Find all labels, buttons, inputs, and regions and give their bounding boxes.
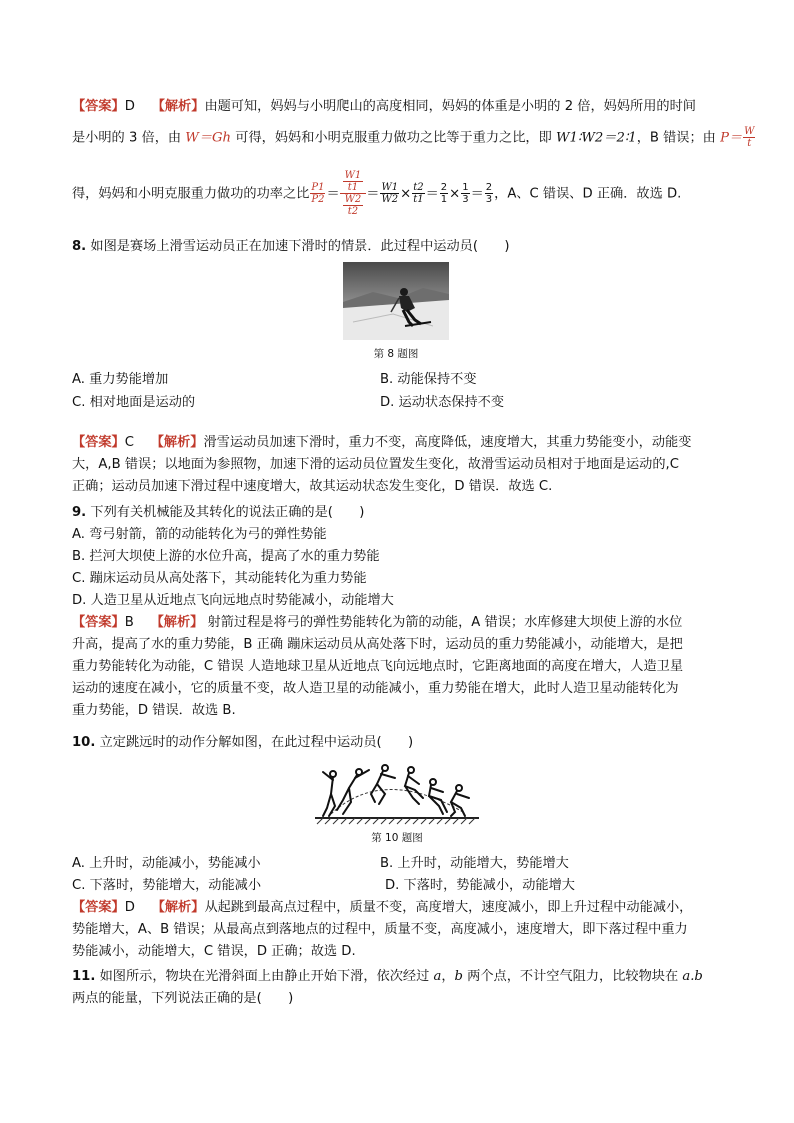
analysis-text: 是小明的 3 倍，由 [72, 130, 186, 146]
option-b[interactable]: B. 上升时，动能增大，势能增大 [380, 856, 569, 871]
analysis-text: 重力势能转化为动能，C 错误 人造地球卫星从近地点飞向远地点时，它距离地面的高度在增大，人造卫星 [72, 659, 684, 674]
option-d[interactable]: D. 运动状态保持不变 [380, 395, 505, 410]
answer-tag: 【答案】 [72, 900, 125, 915]
answer-letter: B [124, 615, 134, 630]
analysis-tag: 【解析】 [150, 435, 204, 450]
point-b: b [454, 969, 463, 984]
question-number: 8. [72, 239, 87, 254]
skier-photo [343, 262, 449, 340]
long-jump-drawing [313, 758, 481, 826]
standing-jump-figure [313, 758, 481, 826]
question-number: 11. [72, 969, 96, 984]
q10-stem [72, 732, 732, 754]
fraction-denominator: t2 [347, 206, 359, 217]
answer-tag: 【答案】 [72, 99, 125, 114]
answer-letter: D [124, 99, 135, 114]
equals-sign: ＝ [366, 186, 380, 202]
answer-letter: D [124, 900, 135, 915]
question-text: 立定跳远时的动作分解如图，在此过程中运动员( ) [99, 735, 414, 750]
option-a[interactable]: A. 弯弓射箭，箭的动能转化为弓的弹性势能 [72, 527, 327, 542]
analysis-text: 正确；运动员加速下滑过程中速度增大，故其运动状态发生变化，D 错误．故选 C. [72, 479, 553, 494]
q8-stem [72, 236, 732, 258]
point-a: a [433, 969, 442, 984]
analysis-text: ，B 错误；由 [636, 130, 721, 146]
analysis-text: 从起跳到最高点过程中，质量不变，高度增大，速度减小，即上升过程中动能减小， [204, 900, 693, 915]
analysis-text: 大，A,B 错误；以地面为参照物，加速下滑的运动员位置发生变化，故滑雪运动员相对于地面是运动的,C [72, 457, 679, 472]
q9-block [72, 502, 732, 722]
compound-fraction [340, 170, 367, 217]
analysis-text: 由题可知，妈妈与小明爬山的高度相同，妈妈的体重是小明的 2 倍，妈妈所用的时间 [204, 99, 696, 114]
skier-image [343, 262, 449, 340]
fraction-denominator: t [747, 138, 752, 149]
question-text: 如图所示，物块在光滑斜面上由静止开始下滑，依次经过 [99, 969, 434, 984]
formula-power: P＝ [720, 130, 743, 146]
question-number: 9. [72, 505, 87, 520]
formula-work: W＝Gh [185, 130, 232, 146]
fraction-w-over-t [743, 126, 755, 149]
answer-tag: 【答案】 [72, 615, 125, 630]
option-c[interactable]: C. 下落时，势能增大，动能减小 [72, 878, 262, 893]
analysis-tag: 【解析】 [151, 99, 205, 114]
fraction-numerator: W [744, 126, 755, 137]
fraction-numerator: W2 [344, 194, 362, 205]
fraction-denominator: t1 [347, 182, 359, 193]
analysis-text: 重力势能，D 错误．故选 B. [72, 703, 236, 718]
option-a[interactable]: A. 上升时，动能减小，势能减小 [72, 856, 261, 871]
option-d[interactable]: D. 下落时，势能减小，动能增大 [385, 878, 575, 893]
times-sign: × [400, 186, 412, 202]
answer-tag: 【答案】 [72, 435, 125, 450]
q7-answer-block [72, 96, 755, 217]
analysis-text: 升高，提高了水的重力势能，B 正确 蹦床运动员从高处落下时，运动员的重力势能减小，动能增大，是把 [72, 637, 683, 652]
figure-caption: 第 10 题图 [371, 832, 423, 844]
fraction-numerator: P1 [311, 182, 325, 193]
q10-answer-block [72, 897, 732, 963]
question-text: 下列有关机械能及其转化的说法正确的是( ) [90, 505, 365, 520]
analysis-text: 运动的速度在减小，它的质量不变，故人造卫星的动能减小，重力势能在增大，此时人造卫星动能转化为 [72, 681, 679, 696]
analysis-text: 射箭过程是将弓的弹性势能转化为箭的动能，A 错误；水库修建大坝使上游的水位 [207, 615, 683, 630]
option-b[interactable]: B. 动能保持不变 [380, 372, 477, 387]
fraction-denominator: P2 [311, 194, 325, 205]
question-number: 10. [72, 735, 96, 750]
q7-line-2 [72, 126, 755, 149]
analysis-text: 势能增大，A、B 错误；从最高点到落地点的过程中，质量不变，高度减小，速度增大，即下落过程中重力 [72, 922, 688, 937]
answer-letter: C [124, 435, 134, 450]
points-ab: a.b [682, 969, 703, 984]
q7-line-3: 得，妈妈和小明克服重力做功的功率之比 $\frac{P1}{P2}$ ＝ $\frac{\frac{W1}{t1}}{\frac{W2}{t2}}$ ＝ $\frac{W1}{W2}$ × $\frac{t2}{t1}$ ＝ $\frac{2}{1}$ × $\frac{1}{3}$ ＝ $\frac{2}{3}$ ，A、C 错误、D 正确．故选 D. [72, 170, 682, 217]
question-text: 如图是赛场上滑雪运动员正在加速下滑时的情景．此过程中运动员( ) [90, 239, 510, 254]
equals-sign: ＝ [326, 186, 340, 202]
fraction-p1-p2 [310, 182, 325, 205]
analysis-tag: 【解析】 [150, 615, 204, 630]
analysis-text: ，A、C 错误、D 正确．故选 D. [494, 186, 682, 202]
formula-ratio: W1∶W2＝2∶1 [555, 130, 637, 146]
fraction-numerator: W1 [344, 170, 362, 181]
q7-line-1 [72, 96, 732, 118]
question-text: 两个点，不计空气阻力，比较物块在 [462, 969, 683, 984]
analysis-text: 滑雪运动员加速下滑时，重力不变，高度降低，速度增大，其重力势能变小，动能变 [203, 435, 692, 450]
option-d[interactable]: D. 人造卫星从近地点飞向远地点时势能减小，动能增大 [72, 593, 394, 608]
q11-stem: 11. 如图所示，物块在光滑斜面上由静止开始下滑，依次经过 a，b 两个点，不计空气阻力，比较物块在 a.b 两点的能量，下列说法正确的是( ) [72, 966, 732, 1010]
q8-answer-block [72, 432, 732, 498]
analysis-tag: 【解析】 [151, 900, 205, 915]
option-c[interactable]: C. 相对地面是运动的 [72, 395, 196, 410]
option-b[interactable]: B. 拦河大坝使上游的水位升高，提高了水的重力势能 [72, 549, 380, 564]
analysis-text: 得，妈妈和小明克服重力做功的功率之比 [72, 186, 310, 202]
question-text: 两点的能量，下列说法正确的是( ) [72, 991, 294, 1006]
option-a[interactable]: A. 重力势能增加 [72, 372, 169, 387]
option-c[interactable]: C. 蹦床运动员从高处落下，其动能转化为重力势能 [72, 571, 367, 586]
analysis-text: 可得，妈妈和小明克服重力做功之比等于重力之比，即 [231, 130, 556, 146]
figure-caption: 第 8 题图 [373, 348, 419, 360]
analysis-text: 势能减小，动能增大，C 错误，D 正确；故选 D. [72, 944, 356, 959]
